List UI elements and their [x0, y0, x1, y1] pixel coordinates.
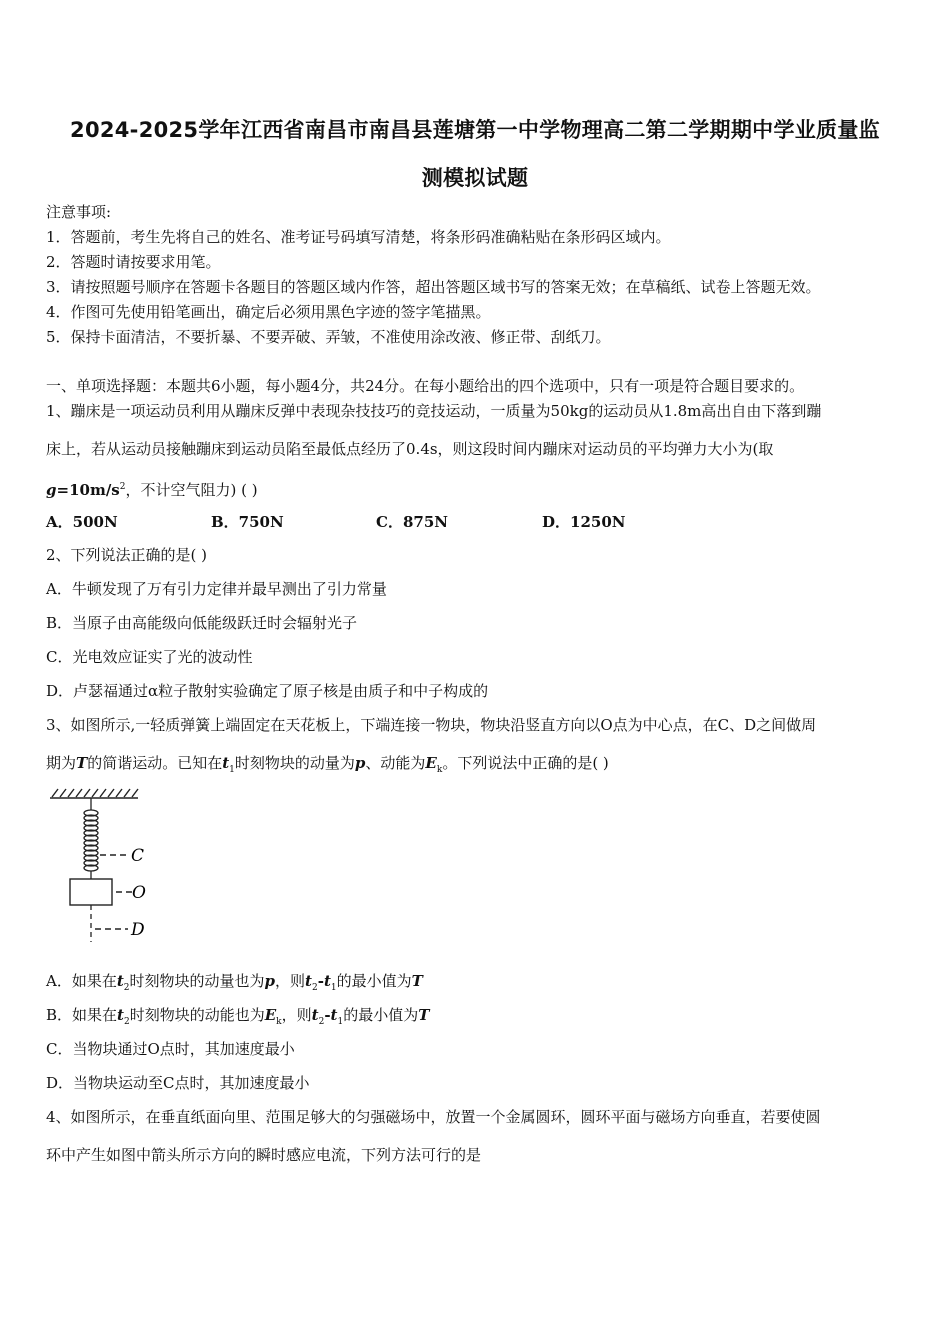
q3-var-t1-sub: 1 — [229, 765, 235, 775]
q3-a-var-p: p — [264, 972, 276, 990]
q3-text-a: 期为 — [46, 754, 77, 772]
label-d: D — [131, 920, 145, 940]
q3-a-var-t2: t — [116, 972, 124, 990]
q1-var-g: g — [46, 481, 57, 499]
q2-option-c: C．光电效应证实了光的波动性 — [46, 648, 253, 666]
oscillating-block — [70, 879, 112, 905]
note-item-5: 5．保持卡面清洁，不要折暴、不要弄破、弄皱，不准使用涂改液、修正带、刮纸刀。 — [46, 328, 611, 346]
label-o: O — [132, 883, 146, 903]
section-1-heading: 一、单项选择题：本题共6小题，每小题4分，共24分。在每小题给出的四个选项中，只有一项是符合题目要求的。 — [46, 377, 805, 395]
q1-stem-line-1: 1、蹦床是一项运动员利用从蹦床反弹中表现杂技技巧的竞技运动，一质量为50kg的运动员从1.8m高出自由下落到蹦 — [46, 402, 822, 420]
q3-var-Ek: E — [425, 754, 437, 772]
q3-b-var-T: T — [418, 1006, 430, 1024]
q3-b-var-t1: t — [330, 1006, 338, 1024]
q3-var-T: T — [76, 754, 88, 772]
q3-b-var-t2b: t — [311, 1006, 319, 1024]
q1-g-exponent: 2 — [119, 482, 126, 492]
note-item-1: 1．答题前，考生先将自己的姓名、准考证号码填写清楚，将条形码准确粘贴在条形码区域内。 — [46, 228, 671, 246]
q1-stem-end: ，不计空气阻力) ( ) — [125, 481, 258, 499]
q3-text-b: 的简谐运动。已知在 — [87, 754, 223, 772]
q3-option-c: C．当物块通过O点时，其加速度最小 — [46, 1040, 295, 1058]
q3-var-Ek-sub: k — [436, 765, 443, 775]
q3-a-text-2: 时刻物块的动量也为 — [129, 972, 265, 990]
note-item-3: 3．请按照题号顺序在答题卡各题目的答题区域内作答，超出答题区域书写的答案无效；在草稿纸、试卷上答题无效。 — [46, 278, 821, 296]
q3-b-var-t2-sub: 2 — [123, 1017, 130, 1027]
q1-stem-line-2: 床上，若从运动员接触蹦床到运动员陷至最低点经历了0.4s，则这段时间内蹦床对运动员的平均弹力大小为(取 — [46, 440, 774, 458]
q3-a-var-t1: t — [323, 972, 331, 990]
q3-a-var-t2b-sub: 2 — [311, 983, 318, 993]
q3-b-var-Ek-sub: k — [276, 1017, 282, 1027]
q3-a-text-1: A．如果在 — [46, 972, 117, 990]
q1-option-c: C．875N — [376, 513, 448, 531]
q3-a-text-4: 的最小值为 — [336, 972, 412, 990]
q4-stem-line-1: 4、如图所示，在垂直纸面向里、范围足够大的匀强磁场中，放置一个金属圆环，圆环平面与磁场方向垂直，若要使圆 — [46, 1108, 821, 1126]
q2-stem: 2、下列说法正确的是( ) — [46, 546, 208, 564]
q1-option-b: B．750N — [211, 513, 284, 531]
q3-option-d: D．当物块运动至C点时，其加速度最小 — [46, 1074, 310, 1092]
q1-stem-line-3 — [46, 477, 258, 500]
q1-option-a: A．500N — [46, 513, 118, 531]
q4-stem-line-2: 环中产生如图中箭头所示方向的瞬时感应电流，下列方法可行的是 — [46, 1146, 482, 1164]
q3-b-var-Ek: E — [264, 1006, 277, 1024]
note-item-2: 2．答题时请按要求用笔。 — [46, 253, 221, 271]
q3-var-t1: t — [222, 754, 230, 772]
q3-var-p: p — [354, 754, 366, 772]
q3-text-c: 时刻物块的动量为 — [234, 754, 355, 772]
q3-b-text-1: B．如果在 — [46, 1006, 118, 1024]
spring-oscillator-figure — [40, 782, 160, 950]
q3-b-text-4: 的最小值为 — [343, 1006, 419, 1024]
q2-option-a: A．牛顿发现了万有引力定律并最早测出了引力常量 — [46, 580, 387, 598]
q1-option-d: D．1250N — [542, 513, 626, 531]
label-c: C — [131, 846, 145, 866]
q3-a-var-t2-sub: 2 — [123, 983, 130, 993]
q2-option-d: D．卢瑟福通过α粒子散射实验确定了原子核是由质子和中子构成的 — [46, 682, 489, 700]
q3-b-text-3: ，则 — [281, 1006, 312, 1024]
q3-option-a — [46, 971, 423, 998]
exam-title-line-2: 测模拟试题 — [421, 166, 529, 190]
q3-b-var-t1-sub: 1 — [337, 1017, 344, 1027]
spring-coil — [84, 798, 98, 879]
q3-b-minus: - — [324, 1006, 331, 1024]
q3-text-e: 。下列说法中正确的是( ) — [442, 754, 609, 772]
q3-a-var-T: T — [411, 972, 423, 990]
ceiling-hatch — [50, 789, 138, 798]
q3-a-text-3: ，则 — [275, 972, 306, 990]
exam-title-line-1: 2024-2025学年江西省南昌市南昌县莲塘第一中学物理高二第二学期期中学业质量监 — [70, 118, 880, 142]
q1-g-value: =10m/s — [56, 481, 120, 499]
q3-option-b — [46, 1005, 429, 1032]
q3-a-var-t2b: t — [305, 972, 312, 990]
q2-option-b: B．当原子由高能级向低能级跃迁时会辐射光子 — [46, 614, 358, 632]
q3-b-var-t2: t — [117, 1006, 124, 1024]
notes-heading: 注意事项: — [46, 203, 112, 221]
q3-stem-line-2 — [46, 753, 609, 780]
q3-text-d: 、动能为 — [365, 754, 426, 772]
q3-b-text-2: 时刻物块的动能也为 — [129, 1006, 265, 1024]
q3-b-var-t2b-sub: 2 — [318, 1017, 325, 1027]
q3-a-minus: - — [317, 972, 324, 990]
note-item-4: 4．作图可先使用铅笔画出，确定后必须用黑色字迹的签字笔描黑。 — [46, 303, 491, 321]
q3-stem-line-1: 3、如图所示,一轻质弹簧上端固定在天花板上，下端连接一物块，物块沿竖直方向以O点为中心点，在C、D之间做周 — [46, 716, 817, 734]
q3-a-var-t1-sub: 1 — [330, 983, 337, 993]
